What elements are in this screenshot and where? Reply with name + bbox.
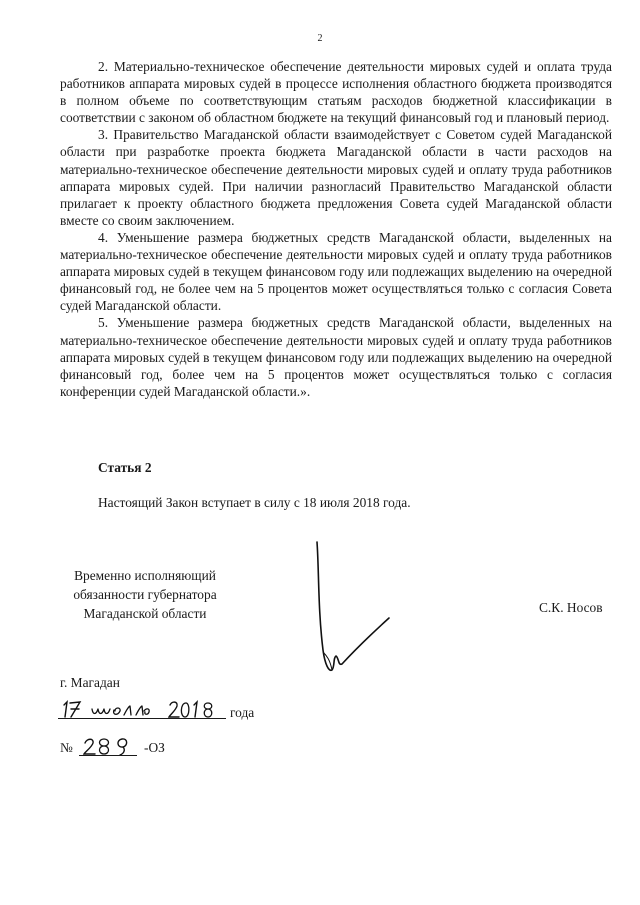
law-number xyxy=(60,734,200,760)
article-2-heading: Статья 2 xyxy=(98,460,152,475)
signatory-title-line: Магаданской области xyxy=(83,606,207,621)
page-number: 2 xyxy=(317,33,323,44)
date-suffix: года xyxy=(230,705,255,720)
paragraph-4: 4. Уменьшение размера бюджетных средств Магаданской области, выделенных на материально-техническое обеспечение деятельности мировых судей и оплату труда работников аппарата мировых судей в текущем финансовом году или подлежащих выделению на очередной финансовый год, не более чем на 5 процентов может осуществляться только с согласия Совета судей Магаданской области. xyxy=(60,229,612,314)
signatory-title-line: Временно исполняющий xyxy=(74,568,216,583)
place-of-signing: г. Магадан xyxy=(60,675,120,690)
signatory-title xyxy=(60,566,230,623)
paragraph-5: 5. Уменьшение размера бюджетных средств Магаданской области, выделенных на материально-техническое обеспечение деятельности мировых судей и оплату труда работников аппарата мировых судей в текущем финансовом году или подлежащих выделению на очередной финансовый год, более чем на 5 процентов может осуществляться только с согласия конференции судей Магаданской области.». xyxy=(60,315,612,399)
signing-date xyxy=(58,697,278,723)
signatory-title-line: обязанности губернатора xyxy=(73,587,217,602)
article-1-continuation xyxy=(60,58,612,400)
signer-name: С.К. Носов xyxy=(539,600,603,615)
number-suffix: -ОЗ xyxy=(144,740,165,755)
number-sign: № xyxy=(60,740,73,755)
number-underline xyxy=(79,755,137,756)
handwritten-signature xyxy=(305,540,395,680)
paragraph-2: 2. Материально-техническое обеспечение деятельности мировых судей и оплата труда работников аппарата мировых судей в процессе исполнения областного бюджета производятся в полном объеме по соответствующим статьям расходов бюджетной классификации в соответствии с законом об областном бюджете на текущий финансовый год и плановый период. xyxy=(60,59,612,126)
article-2-text: Настоящий Закон вступает в силу с 18 июля 2018 года. xyxy=(98,495,411,510)
date-underline xyxy=(58,718,226,719)
paragraph-3: 3. Правительство Магаданской области взаимодействует с Советом судей Магаданской области при разработке проекта бюджета Магаданской области в части расходов на материально-техническое обеспечение деятельности мировых судей и оплату труда работников аппарата мировых судей. При наличии разногласий Правительство Магаданской области прилагает к проекту областного бюджета предложения Совета судей Магаданской области вместе со своим заключением. xyxy=(60,127,612,228)
